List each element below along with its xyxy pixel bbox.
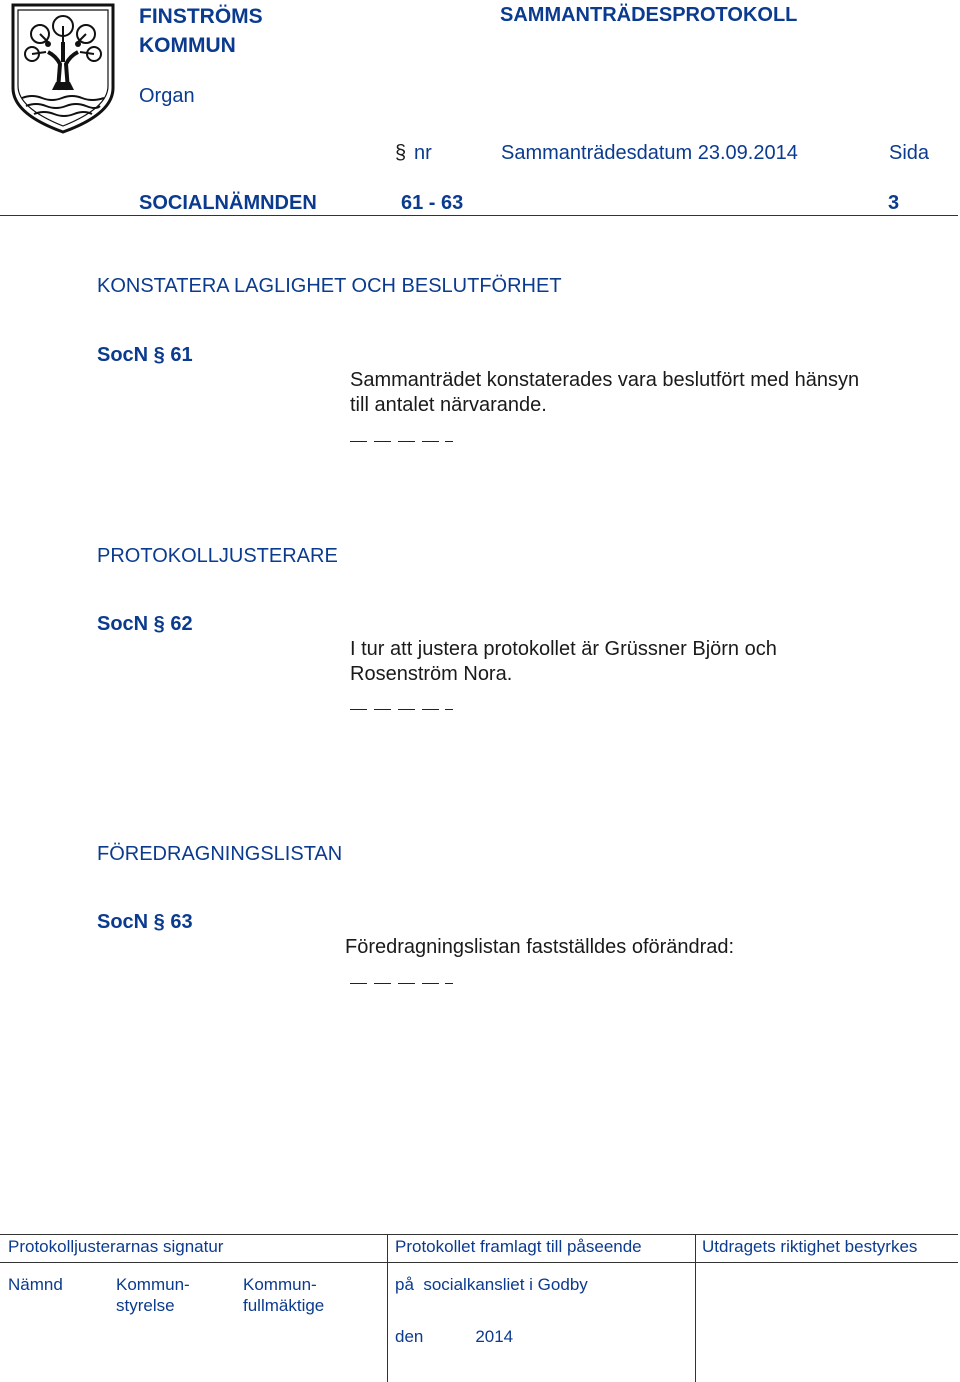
section-heading: PROTOKOLLJUSTERARE: [97, 545, 338, 567]
posted-place: på socialkansliet i Godby: [395, 1275, 588, 1294]
municipality-name-line2: KOMMUN: [139, 34, 236, 57]
header-divider: [0, 215, 958, 216]
organ-value: SOCIALNÄMNDEN: [139, 192, 317, 214]
paragraph-text-line: till antalet närvarande.: [350, 394, 547, 416]
section-heading: FÖREDRAGNINGSLISTAN: [97, 843, 343, 865]
section-symbol-icon: §: [395, 142, 407, 164]
posted-header: Protokollet framlagt till påseende: [395, 1237, 642, 1256]
fullmaktige-column-label-1: Kommun-: [243, 1275, 317, 1294]
paragraph-text-line: I tur att justera protokollet är Grüssner Björn och: [350, 638, 777, 660]
styrelse-column-label-2: styrelse: [116, 1296, 175, 1315]
paragraph-label: SocN § 63: [97, 911, 193, 933]
municipality-name-line1: FINSTRÖMS: [139, 5, 263, 28]
nr-label: nr: [414, 142, 432, 164]
paragraph-label: SocN § 61: [97, 344, 193, 366]
namnd-column-label: Nämnd: [8, 1275, 63, 1294]
section-heading: KONSTATERA LAGLIGHET OCH BESLUTFÖRHET: [97, 275, 562, 297]
meeting-date-label: Sammanträdesdatum 23.09.2014: [501, 142, 798, 164]
signature-header: Protokolljusterarnas signatur: [8, 1237, 224, 1256]
document-type: SAMMANTRÄDESPROTOKOLL: [500, 4, 798, 26]
paragraph-text-line: Föredragningslistan fastställdes oförändrad:: [345, 936, 735, 958]
fullmaktige-column-label-2: fullmäktige: [243, 1296, 325, 1315]
organ-label: Organ: [139, 85, 195, 107]
styrelse-column-label-1: Kommun-: [116, 1275, 190, 1294]
paragraph-text-line: Sammanträdet konstaterades vara beslutfört med hänsyn: [350, 369, 860, 391]
posted-date: den 2014: [395, 1327, 514, 1346]
paragraph-label: SocN § 62: [97, 613, 193, 635]
coat-of-arms-logo: [10, 2, 116, 134]
page-label: Sida: [889, 142, 930, 164]
page-value: 3: [888, 192, 900, 214]
paragraph-text-line: Rosenström Nora.: [350, 663, 513, 685]
certified-header: Utdragets riktighet bestyrkes: [702, 1237, 918, 1256]
nr-value: 61 - 63: [401, 192, 464, 214]
